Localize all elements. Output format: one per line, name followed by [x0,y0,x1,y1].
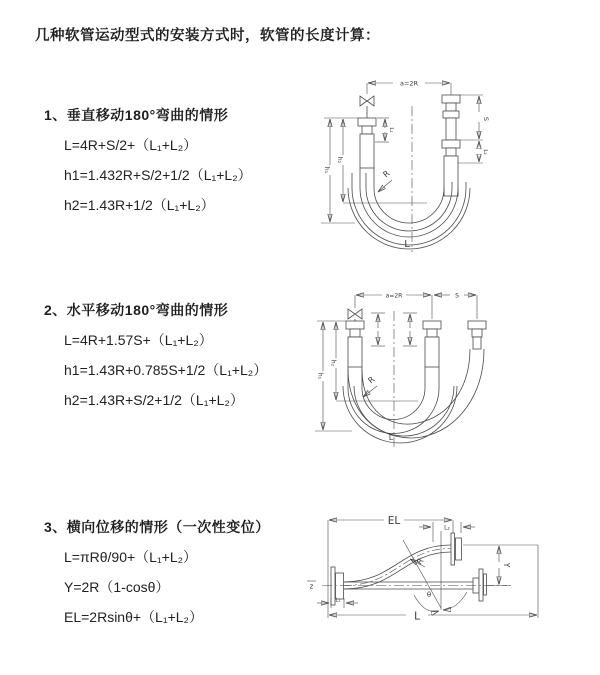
dim-label-l1: L₁ [335,597,341,604]
theta-label: θ [426,591,432,599]
dim-s [434,293,476,300]
section-heading: 3、横向位移的情形（一次性变位） [44,519,270,535]
radius-label: R [381,168,392,180]
dim-label-l2: L₂ [444,524,450,532]
dim-a2r [356,293,431,300]
braided-hose [425,337,439,367]
dim-h2 [336,119,427,203]
diagram-lateral-displacement [298,498,598,663]
section-lateral-displacement [44,512,270,632]
page-title: 几种软管运动型式的安装方式时，软管的长度计算： [35,28,380,44]
dim-label-l1: L₁ [388,127,394,133]
dim-label-h1: h₁ [323,166,330,174]
hose-s-curve [344,545,451,589]
radius-label: R [366,374,377,386]
datum-z [307,581,316,591]
dim-label-el: EL [387,515,401,527]
datum-z-label: z [309,582,314,591]
formula-line: L=4R+1.57S+（L₁+L₂） [64,332,213,348]
formula-line: h1=1.432R+S/2+1/2（L₁+L₂） [64,167,252,183]
length-label: L [404,239,410,250]
section-heading: 2、水平移动180°弯曲的情形 [44,302,229,318]
dim-label-l: L [414,610,420,623]
dim-h1 [321,118,358,223]
formula-line: h2=1.43R+S/2+1/2（L₁+L₂） [64,392,244,408]
dim-h1 [315,321,352,431]
formula-line: h1=1.43R+0.785S+1/2（L₁+L₂） [64,362,268,378]
dim-l2 [419,522,475,542]
dim-label-h2: h₂ [336,156,343,164]
flange-right [468,321,486,349]
dim-l1 [317,598,358,609]
braided-hose [444,156,458,196]
radius-callout [363,375,377,397]
section-vertical-180 [44,100,252,220]
flange-right [442,95,460,196]
flange-lower-right [473,569,487,601]
flange-upper-right [451,533,462,565]
dim-label-a2r: a=2R [385,292,403,300]
section-horizontal-180 [44,295,267,415]
section-heading: 1、垂直移动180°弯曲的情形 [44,107,229,123]
formula-line: Y=2R（1-cosθ） [64,579,170,595]
flange-middle [423,321,441,367]
formula-line: L=4R+S/2+（L₁+L₂） [64,137,198,153]
formula-line: h2=1.43R+1/2（L₁+L₂） [64,197,215,213]
dim-l [329,545,538,623]
dim-s [460,95,490,140]
formula-line: L=πRθ/90+（L₁+L₂） [64,549,198,565]
dim-a2r [367,80,451,97]
flange-left [346,321,364,367]
valve-icon [348,309,362,321]
formula-line: EL=2Rsinθ+（L₁+L₂） [64,609,203,625]
dim-label-s: S [482,116,490,122]
valve-icon [360,96,374,118]
diagram-horizontal-180-bend [310,283,595,463]
radius-callout [378,169,392,192]
braided-hose [348,337,362,367]
radius-label: R [414,556,426,567]
dim-label-h2: h₂ [329,359,337,367]
dim-l1 [375,118,394,142]
dim-el [328,515,453,618]
diagram-vertical-180-bend [315,70,585,265]
flange-left [358,118,376,168]
dim-l2 [458,141,488,163]
braided-hose [360,134,374,168]
length-label: L [388,433,394,442]
dim-label-s: S [455,292,459,300]
dim-label-y: Y [502,562,511,568]
dim-label-l2: L₂ [482,149,488,155]
dim-label-a2r: a=2R [399,79,419,88]
dim-label-h1: h₁ [316,372,324,380]
